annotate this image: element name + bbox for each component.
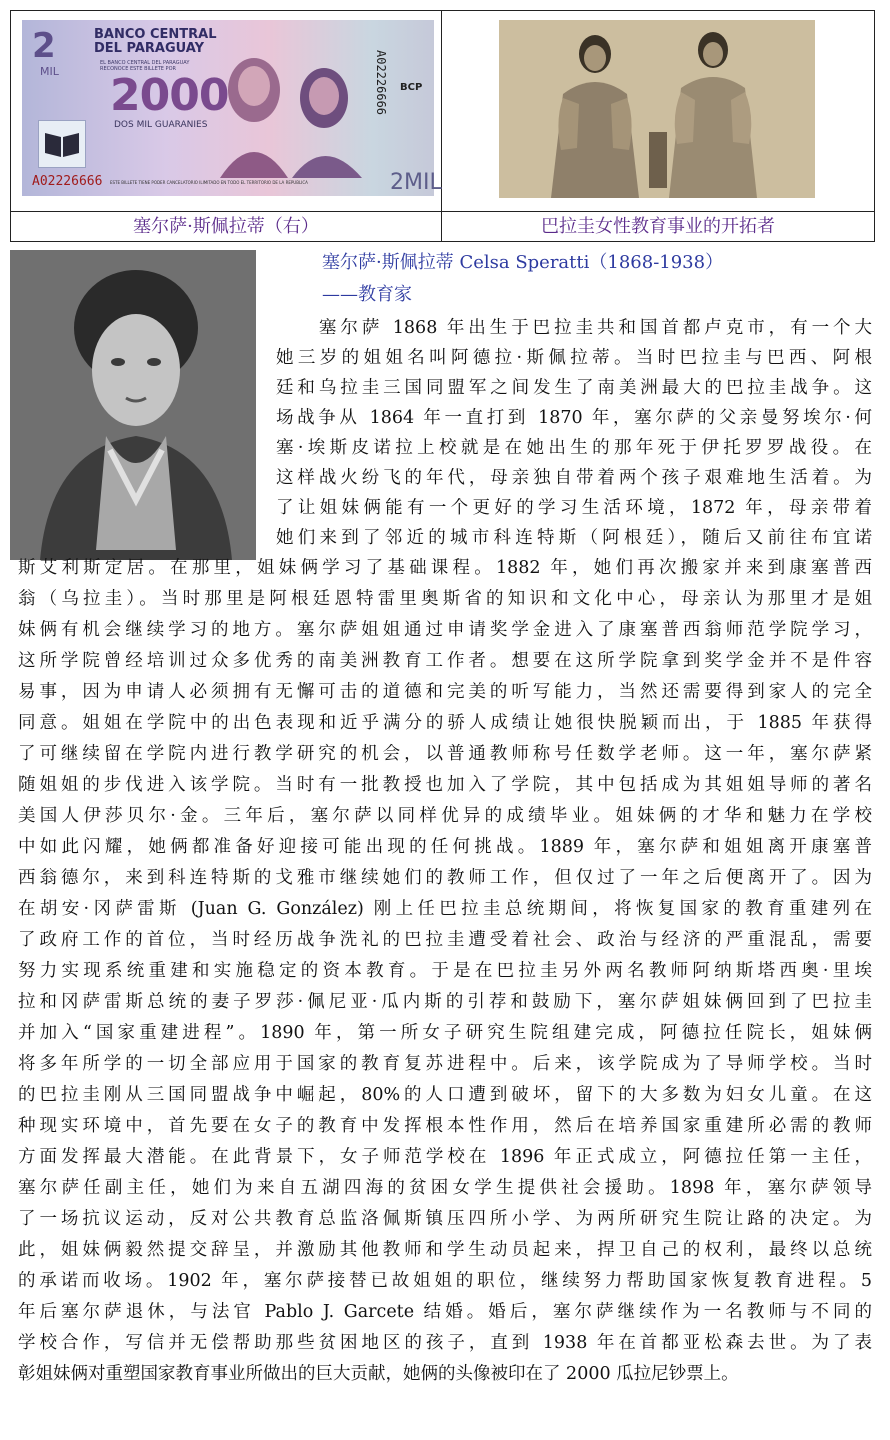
paragraph-line: 塞尔萨任副主任，她们为来自五湖四海的贫困女学生提供社会援助。1898 年，塞尔萨领导	[18, 1178, 872, 1198]
paragraph-line: 场战争从 1864 年一直打到 1870 年，塞尔萨的父亲曼努埃尔·何	[276, 408, 872, 428]
paragraph-line: 中如此闪耀，她俩都准备好迎接可能出现的任何挑战。1889 年，塞尔萨和姐姐离开康塞普	[18, 837, 872, 857]
table-divider-vertical	[441, 11, 442, 241]
table-divider-horizontal	[11, 211, 874, 212]
paragraph-line: 斯艾利斯定居。在那里，姐妹俩学习了基础课程。1882 年，她们再次搬家并来到康塞普西	[18, 558, 872, 578]
paragraph-line: 她三岁的姐姐名叫阿德拉·斯佩拉蒂。当时巴拉圭与巴西、阿根	[276, 348, 872, 368]
banknote-fine-print: ESTE BILLETE TIENE PODER CANCELATORIO ILIMITADO EN TODO EL TERRITORIO DE LA REPUBLICA	[110, 180, 308, 185]
paragraph-line: 种现实环境中，首先要在女子的教育中发挥根本性作用，然后在培养国家重建所必需的教师	[18, 1116, 872, 1136]
paragraph-line: 这样战火纷飞的年代，母亲独自带着两个孩子艰难地生活着。为	[276, 468, 872, 488]
banknote-image	[22, 20, 442, 196]
paragraph-line: 塞尔萨 1868 年出生于巴拉圭共和国首都卢克市，有一个大	[276, 318, 872, 338]
paragraph-line: 了政府工作的首位，当时经历战争洗礼的巴拉圭遭受着社会、政治与经济的严重混乱，需要	[18, 930, 872, 950]
paragraph-line: 年后塞尔萨退休，与法官 Pablo J. Garcete 结婚。婚后，塞尔萨继续作为一名教师与不同的	[18, 1302, 872, 1322]
banknote-value: 2000	[110, 70, 229, 121]
banknote-bank-line2: DEL PARAGUAY	[94, 41, 205, 56]
banknote-bank-line1: BANCO CENTRAL	[94, 27, 217, 42]
paragraph-line: 随姐姐的步伐进入该学院。当时有一批教授也加入了学院，其中包括成为其姐姐导师的著名	[18, 775, 872, 795]
banknote-value-words: DOS MIL GUARANIES	[114, 120, 208, 130]
paragraph-line: 拉和冈萨雷斯总统的妻子罗莎·佩尼亚·瓜内斯的引荐和鼓励下，塞尔萨姐妹俩回到了巴拉圭	[18, 992, 872, 1012]
banknote-bank-name	[94, 28, 217, 56]
caption-right: 巴拉圭女性教育事业的开拓者	[541, 216, 775, 237]
paragraph-line: 妹俩有机会继续学习的地方。塞尔萨姐姐通过申请奖学金进入了康塞普西翁师范学院学习，	[18, 620, 872, 640]
paragraph-line: 方面发挥最大潜能。在此背景下，女子师范学校在 1896 年正式成立，阿德拉任第一主任，	[18, 1147, 872, 1167]
paragraph-line: 了让姐妹俩能有一个更好的学习生活环境，1872 年，母亲带着	[276, 498, 872, 518]
banknote-portraits	[212, 38, 370, 178]
article-subtitle: ——教育家	[322, 284, 412, 305]
paragraph-line: 将多年所学的一切全部应用于国家的教育复苏进程中。后来，该学院成为了导师学校。当时	[18, 1054, 872, 1074]
sisters-photo	[499, 20, 815, 198]
paragraph-line: 易事，因为申请人必须拥有无懈可击的道德和完美的听写能力，当然还需要得到家人的完全	[18, 682, 872, 702]
banknote-serial: A02226666	[32, 174, 103, 189]
portrait-photo	[10, 250, 256, 560]
banknote-bcp-logo: BCP	[400, 82, 423, 93]
paragraph-line: 翁（乌拉圭）。当时那里是阿根廷恩特雷里奥斯省的知识和文化中心，母亲认为那里才是姐	[18, 589, 872, 609]
banknote-mil-right: 2MIL	[390, 170, 442, 195]
paragraph-line: 努力实现系统重建和实施稳定的资本教育。于是在巴拉圭另外两名教师阿纳斯塔西奥·里埃	[18, 961, 872, 981]
paragraph-line: 了可继续留在学院内进行教学研究的机会，以普通教师称号任数学老师。这一年，塞尔萨紧	[18, 744, 872, 764]
caption-left: 塞尔萨·斯佩拉蒂（右）	[133, 216, 319, 237]
paragraph-line: 了一场抗议运动，反对公共教育总监洛佩斯镇压四所小学、为两所研究生院让路的决定。为	[18, 1209, 872, 1229]
paragraph-line: 美国人伊莎贝尔·金。三年后，塞尔萨以同样优异的成绩毕业。姐妹俩的才华和魅力在学校	[18, 806, 872, 826]
banknote-serial-vertical: A02226666	[374, 50, 388, 116]
paragraph-line: 彰姐妹俩对重塑国家教育事业所做出的巨大贡献，她俩的头像被印在了 2000 瓜拉尼钞票上。	[18, 1364, 739, 1384]
banknote-mil-small: MIL	[40, 65, 59, 78]
paragraph-line: 廷和乌拉圭三国同盟军之间发生了南美洲最大的巴拉圭战争。这	[276, 378, 872, 398]
article-title: 塞尔萨·斯佩拉蒂 Celsa Speratti（1868-1938）	[322, 252, 724, 273]
paragraph-line: 同意。姐姐在学院中的出色表现和近乎满分的骄人成绩让她很快脱颖而出，于 1885 年获得	[18, 713, 872, 733]
paragraph-line: 并加入“国家重建进程”。1890 年，第一所女子研究生院组建完成，阿德拉任院长，姐妹俩	[18, 1023, 872, 1043]
book-icon	[38, 120, 86, 168]
paragraph-line: 的巴拉圭刚从三国同盟战争中崛起，80%的人口遭到破坏，留下的大多数为妇女儿童。在这	[18, 1085, 872, 1105]
banknote-small-text: EL BANCO CENTRAL DEL PARAGUAY RECONOCE ESTE BILLETE POR	[100, 60, 190, 72]
paragraph-line: 这所学院曾经培训过众多优秀的南美洲教育工作者。想要在这所学院拿到奖学金并不是件容	[18, 651, 872, 671]
paragraph-line: 她们来到了邻近的城市科连特斯（阿根廷），随后又前往布宜诺	[276, 528, 872, 548]
paragraph-line: 的承诺而收场。1902 年，塞尔萨接替已故姐姐的职位，继续努力帮助国家恢复教育进程。5	[18, 1271, 872, 1291]
paragraph-line: 此，姐妹俩毅然提交辞呈，并激励其他教师和学生动员起来，捍卫自己的权利，最终以总统	[18, 1240, 872, 1260]
banknote-denomination-small: 2	[32, 26, 56, 66]
paragraph-line: 在胡安·冈萨雷斯 (Juan G. González) 刚上任巴拉圭总统期间，将恢复国家的教育重建列在	[18, 899, 872, 919]
paragraph-line: 西翁德尔，来到科连特斯的戈雅市继续她们的教师工作，但仅过了一年之后便离开了。因为	[18, 868, 872, 888]
paragraph-line: 塞·埃斯皮诺拉上校就是在她出生的那年死于伊托罗罗战役。在	[276, 438, 872, 458]
paragraph-line: 学校合作，写信并无偿帮助那些贫困地区的孩子，直到 1938 年在首都亚松森去世。为了表	[18, 1333, 872, 1353]
